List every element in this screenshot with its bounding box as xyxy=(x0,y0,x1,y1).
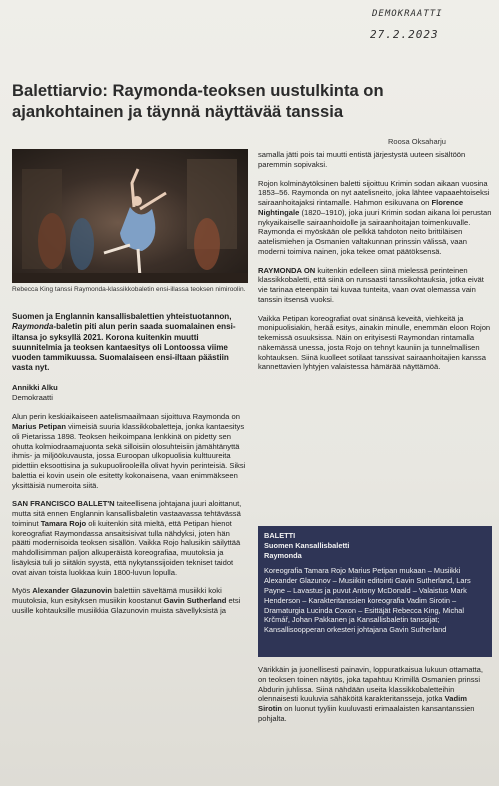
left-column xyxy=(12,312,248,625)
paragraph: SAN FRANCISCO BALLET'N taiteellisena johtajana juuri aloittanut, mutta sitä ennen Englannin kansallisbaletin vastaavassa tehtävässä toiminut Tamara Rojo oli kuitenkin sitä mieltä, että Petipan hienot koreografiat Raymondassa ansaitsisivat tulla nähdyksi, joten hän päätti modernisoida teoksen sisällön. Vaikka Rojo halusikin säilyttää mahdollisimman paljon alkuperäistä koreografiaa, muutoksia ja lisäyksiä tuli jo siitäkin syystä, että nykytanssijoiden tekniset taidot ovat aivan toista luokkaa kuin 1800-luvun lopulla. xyxy=(12,499,242,577)
info-box-label: BALETTI xyxy=(264,531,296,540)
author-name: Annikki Alku xyxy=(12,382,58,392)
right-column xyxy=(258,150,492,381)
handwritten-publication: DEMOKRAATTI xyxy=(372,9,443,19)
info-box-company: Suomen Kansallisbaletti xyxy=(264,540,350,550)
paragraph: Vaikka Petipan koreografiat ovat sinänsä keveitä, viehkeitä ja monipuolisiakin, heräå esitys, ainakin minulle, enemmän eloon Rojon tekemissä osuuksissa. Näin on erityisesti Raymondan rintamalla näkemässä unessa, josta Rojo on tehnyt kauniin ja tunnelmallisen kohtauksen. Siinä kuolleet sotilaat tanssivat sairaanhoitajien kanssa kannettavien lyhtyjen valaistessa hämärää näyttämöä. xyxy=(258,313,491,372)
performance-info-box xyxy=(258,526,492,657)
paragraph: Alun perin keskiaikaiseen aatelismaailmaan sijoittuva Raymonda on Marius Petipan viimeisiä suuria klassikkobaletteja, jonka kantaesitys oli Pietarissa 1898. Teoksen heikoimpana lenkkinä on pidetty sen ohutta kolmiodraamajuonta sekä silloisiin olosuhteisiin jämähtänyttä ihmis- ja miljöökuvausta, jossa Euroopan ulkopuolisia kulttuureita pidettiin eksoottisina ja sukupuolirooleilla olivat hyvin perinteisiä. Siksi balettia ei kovin usein ole esitetty kokonaisena, vaan enimmäkseen yksittäisiä numeroita siitä. xyxy=(12,412,246,490)
right-column-bottom xyxy=(258,665,492,733)
info-box-credits: Koreografia Tamara Rojo Marius Petipan mukaan – Musiikki Alexander Glazunov – Musiikin editointi Gavin Sutherland, Lars Payne – Lavastus ja puvut Antony McDonald – Valaistus Mark Henderson – Karakteritanssien koreografia Vadim Sirotin – Dramaturgia Lucinda Coxon – Esittäjät Rebecca King, Michal Krčmář, Johan Pakkanen ja Kansallisbaletin tanssijat; Kansallisoopperan orkesteri johtajana Gavin Sutherland xyxy=(264,566,471,635)
ballet-photo xyxy=(12,149,248,283)
paragraph: Värikkäin ja juonellisesti painavin, loppuratkaisua lukuun ottamatta, on teoksen toinen näytös, joka tapahtuu Krimillä Osmanien prinssi Abdurin juhlissa. Siinä nähdään useita klassikkobaletteihin olennaisesti kuuluvia sähäköitä karakteritansseja, jotka Vadim Sirotin on luonut tyyliin kuuluvasti erimaalaisten kansantanssien pohjalta. xyxy=(258,665,483,723)
paragraph: samalla jätti pois tai muutti entistä järjestystä uuteen sisältöön paremmin sopivaksi. xyxy=(258,150,466,169)
ballerina-illustration xyxy=(12,149,248,283)
photo-byline: Roosa Oksaharju xyxy=(388,137,446,146)
photo-caption: Rebecca King tanssi Raymonda-klassikkobaletin ensi-illassa teoksen nimiroolin. xyxy=(12,286,246,293)
info-box-title: Raymonda xyxy=(264,550,302,560)
author-organization: Demokraatti xyxy=(12,392,53,402)
handwritten-date: 27.2.2023 xyxy=(370,28,439,41)
article-lead: Suomen ja Englannin kansallisbalettien yhteistuotannon, Raymonda-baletin piti alun perin saada suomalainen ensi-iltansa jo syksyllä 2021. Korona kuitenkin muutti suunnitelmia ja teoksen kantaesitys oli Lontoossa viime vuoden tammikuussa. Suomalaiseen ensi-iltaan päästiin vasta nyt. xyxy=(12,312,236,373)
article-headline: Balettiarvio: Raymonda-teoksen uustulkinta on ajankohtainen ja täynnä näyttävää tanssia xyxy=(12,81,384,121)
paragraph: Rojon kolminäytöksinen baletti sijoittuu Krimin sodan aikaan vuosina 1853–56. Raymonda on nyt aatelisneito, joka lähtee vapaaehtoiseksi sairaanhoitajaksi rintamalle. Hahmon esikuvana on Florence Nightingale (1820–1910), joka juuri Krimin sodan aikana loi perustan nykyaikaiselle sairaanhoidolle ja sairaanhoitajan toimenkuvalle. Raymonda ei myöskään ole pelkkä tahdoton neito brittiläisen aatelismiehen ja Osmanien valtakunnan prinssin välissä, vaan moderni toimiva nainen, joka tekee omat päätöksensä. xyxy=(258,178,492,256)
paragraph: Myös Alexander Glazunovin balettiin säveltämä musiikki koki muutoksia, kun esityksen musiikin koostanut Gavin Sutherland etsi uusille kohtauksille musiikkia Glazunovin muista sävellyksistä ja xyxy=(12,586,241,615)
paragraph: RAYMONDA ON kuitenkin edelleen siinä mielessä perinteinen klassikkobaletti, että siinä on runsaasti tanssikohtauksia, jotka eivät vie tarinaa eteenpäin tai kuvaa tunteita, vaan ovat olemassa vain tanssin itsensä vuoksi. xyxy=(258,265,484,304)
